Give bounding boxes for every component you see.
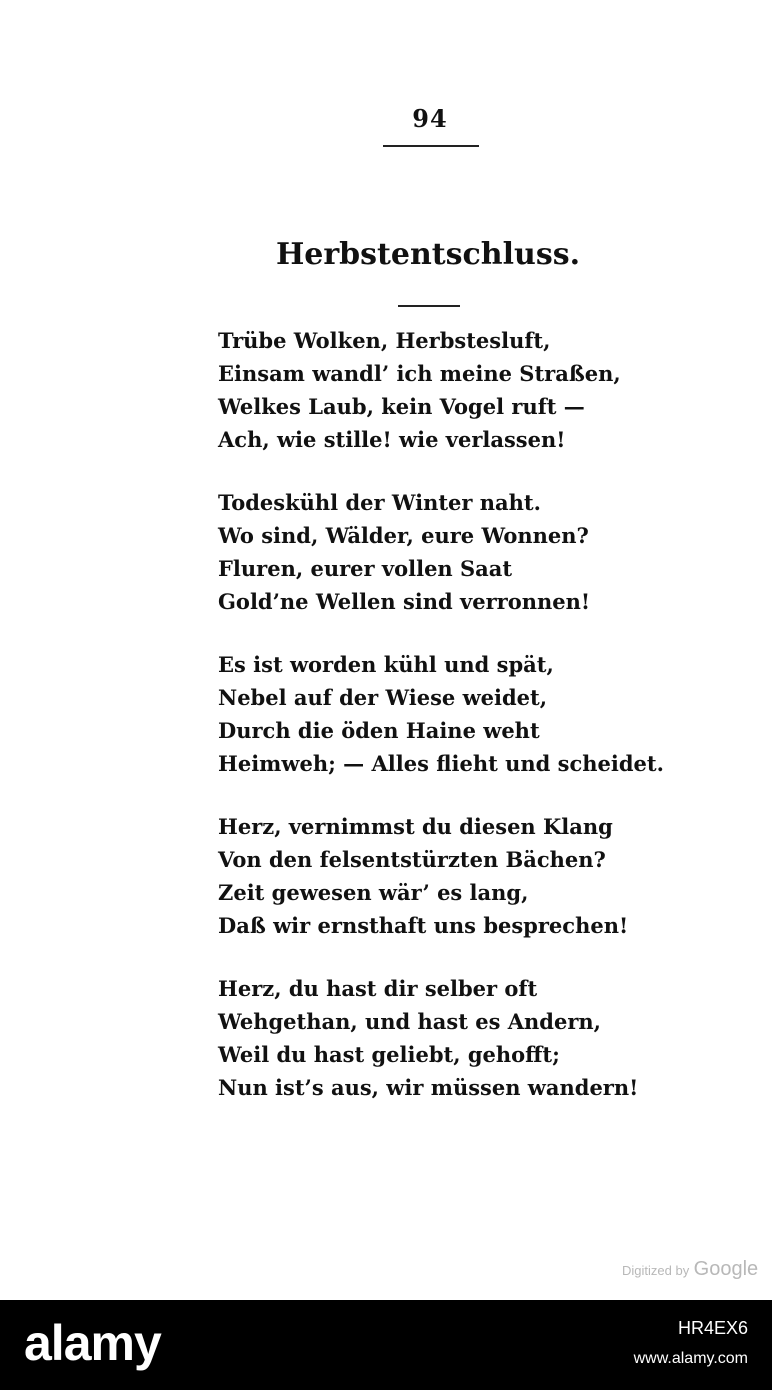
- site-url: www.alamy.com: [633, 1350, 748, 1367]
- stanza-1: [218, 324, 638, 456]
- google-logo-text: Google: [693, 1258, 759, 1280]
- digitized-by-label: Digitized by: [622, 1263, 690, 1278]
- poem-line: Herz, vernimmst du diesen Klang: [218, 814, 613, 839]
- title-rule: [398, 305, 460, 307]
- poem-line: Nun ist’s aus, wir müssen wandern!: [218, 1075, 639, 1100]
- poem-title: Herbstentschluss.: [275, 237, 581, 272]
- poem-body: [218, 324, 664, 1134]
- poem-line: Heimweh; — Alles flieht und scheidet.: [218, 751, 664, 776]
- poem-line: Weil du hast geliebt, gehofft;: [218, 1042, 560, 1067]
- poem-line: Herz, du hast dir selber oft: [218, 976, 538, 1001]
- stock-footer-bar: [0, 1300, 772, 1390]
- poem-line: Welkes Laub, kein Vogel ruft —: [218, 394, 585, 419]
- poem-line: Es ist worden kühl und spät,: [218, 652, 554, 677]
- poem-line: Wehgethan, und hast es Andern,: [218, 1009, 601, 1034]
- digitized-by-google-watermark: [622, 1258, 758, 1281]
- stanza-2: [218, 486, 638, 618]
- header-rule: [383, 145, 479, 147]
- poem-line: Nebel auf der Wiese weidet,: [218, 685, 548, 710]
- poem-line: Durch die öden Haine weht: [218, 718, 540, 743]
- poem-line: Wo sind, Wälder, eure Wonnen?: [218, 523, 589, 548]
- image-id: HR4EX6: [677, 1318, 748, 1338]
- poem-line: Trübe Wolken, Herbstesluft,: [218, 328, 551, 353]
- stanza-3: [218, 648, 664, 780]
- poem-line: Ach, wie stille! wie verlassen!: [218, 427, 566, 452]
- poem-line: Einsam wandl’ ich meine Straßen,: [218, 361, 621, 386]
- stanza-5: [218, 972, 638, 1104]
- poem-line: Von den felsentstürzten Bächen?: [218, 847, 606, 872]
- page-number: 94: [412, 104, 448, 133]
- alamy-logo: alamy: [24, 1315, 161, 1371]
- poem-line: Gold’ne Wellen sind verronnen!: [218, 589, 591, 614]
- stanza-4: [218, 810, 638, 942]
- poem-line: Zeit gewesen wär’ es lang,: [218, 880, 529, 905]
- poem-line: Daß wir ernsthaft uns besprechen!: [218, 913, 629, 938]
- poem-line: Todeskühl der Winter naht.: [218, 490, 541, 515]
- poem-line: Fluren, eurer vollen Saat: [218, 556, 513, 581]
